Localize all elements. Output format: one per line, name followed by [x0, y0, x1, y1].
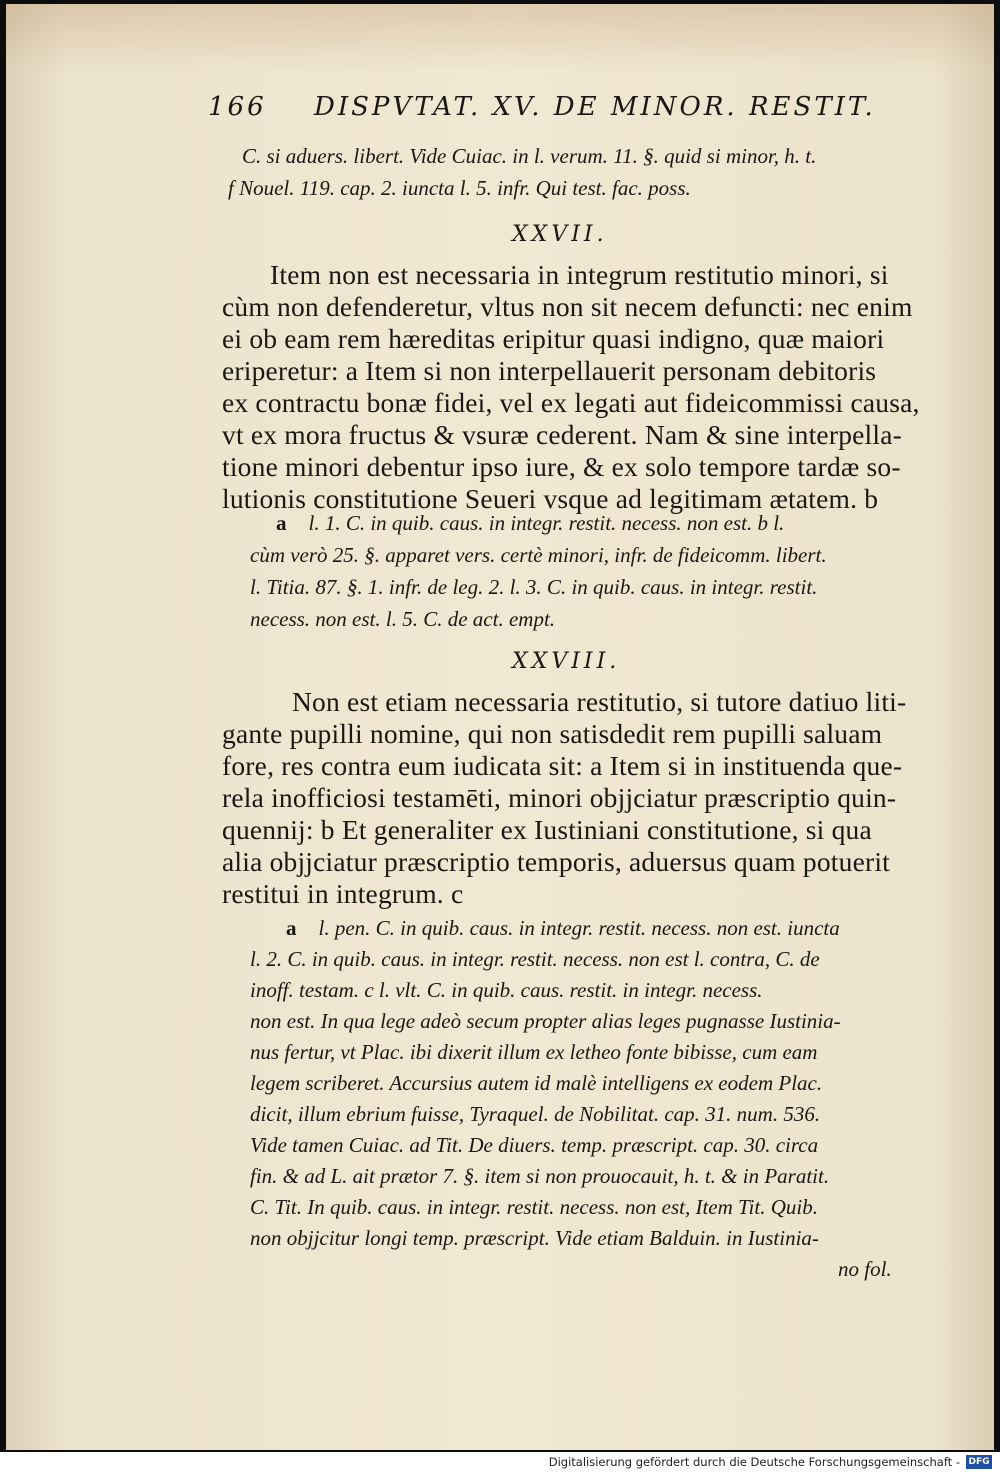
footnote-line: cùm verò 25. §. apparet vers. certè minori, infr. de fideicomm. libert.: [250, 543, 827, 567]
body-line: rela inofficiosi testamēti, minori objjciatur præscriptio quin-: [222, 782, 897, 813]
footnote-marker: a: [286, 916, 297, 940]
body-line: gante pupilli nomine, qui non satisdedit rem pupilli saluam: [222, 718, 883, 749]
book-page: [6, 4, 994, 1450]
body-line: fore, res contra eum iudicata sit: a Item si in instituenda que-: [222, 750, 903, 781]
dfg-logo[interactable]: DFG: [966, 1455, 992, 1469]
page-number: 166: [208, 92, 267, 122]
section-heading: XXVII.: [512, 222, 608, 247]
footnote-line: dicit, illum ebrium fuisse, Tyraquel. de Nobilitat. cap. 31. num. 536.: [250, 1102, 821, 1126]
body-line: quennij: b Et generaliter ex Iustiniani constitutione, si qua: [222, 814, 872, 845]
footnote-line: [286, 916, 840, 941]
footnote-line: [276, 511, 784, 536]
footnote-line: Vide tamen Cuiac. ad Tit. De diuers. temp. præscript. cap. 30. circa: [250, 1133, 819, 1157]
body-line: ei ob eam rem hæreditas eripitur quasi indigno, quæ maiori: [222, 323, 885, 354]
body-line: vt ex mora fructus & vsuræ cederent. Nam & sine interpella-: [222, 419, 902, 450]
footnote-line: no fol.: [838, 1257, 892, 1281]
body-line: Item non est necessaria in integrum restitutio minori, si: [270, 259, 889, 290]
top-note-line: f Nouel. 119. cap. 2. iuncta l. 5. infr. Qui test. fac. poss.: [228, 176, 691, 200]
footnote-line: non objjcitur longi temp. præscript. Vide etiam Balduin. in Iustinia-: [250, 1226, 819, 1250]
section-heading: XXVIII.: [512, 649, 621, 674]
body-line: alia objjciatur præscriptio temporis, aduersus quam potuerit: [222, 846, 891, 877]
digitization-credit: Digitalisierung gefördert durch die Deutsche Forschungsgemeinschaft -: [548, 1455, 960, 1469]
footnote-line: nus fertur, vt Plac. ibi dixerit illum ex letheo fonte bibisse, cum eam: [250, 1040, 818, 1064]
footnote-line: l. Titia. 87. §. 1. infr. de leg. 2. l. 3. C. in quib. caus. in integr. restit.: [250, 575, 818, 599]
body-line: restitui in integrum. c: [222, 878, 464, 909]
footnote-marker: a: [276, 511, 287, 535]
body-line: ex contractu bonæ fidei, vel ex legati aut fideicommissi causa,: [222, 387, 920, 418]
body-line: lutionis constitutione Seueri vsque ad legitimam ætatem. b: [222, 483, 879, 514]
body-line: cùm non defenderetur, vltus non sit necem defuncti: nec enim: [222, 291, 913, 322]
body-line: eriperetur: a Item si non interpellauerit personam debitoris: [222, 355, 877, 386]
footnote-line: necess. non est. l. 5. C. de act. empt.: [250, 607, 556, 631]
footnote-line: C. Tit. In quib. caus. in integr. restit. necess. non est, Item Tit. Quib.: [250, 1195, 818, 1219]
top-note-line: C. si aduers. libert. Vide Cuiac. in l. verum. 11. §. quid si minor, h. t.: [242, 144, 817, 168]
running-head: DISPVTAT. XV. DE MINOR. RESTIT.: [314, 92, 876, 122]
footnote-line: fin. & ad L. ait prætor 7. §. item si non prouocauit, h. t. & in Paratit.: [250, 1164, 830, 1188]
footnote-text: l. 1. C. in quib. caus. in integr. restit. necess. non est. b l.: [308, 511, 785, 535]
body-line: tione minori debentur ipso iure, & ex solo tempore tardæ so-: [222, 451, 901, 482]
footnote-line: inoff. testam. c l. vlt. C. in quib. caus. restit. in integr. necess.: [250, 978, 763, 1002]
footnote-line: l. 2. C. in quib. caus. in integr. restit. necess. non est l. contra, C. de: [250, 947, 820, 971]
body-line: Non est etiam necessaria restitutio, si tutore datiuo liti-: [292, 686, 907, 717]
footnote-line: non est. In qua lege adeò secum propter alias leges pugnasse Iustinia-: [250, 1009, 841, 1033]
footnote-line: legem scriberet. Accursius autem id malè intelligens ex eodem Plac.: [250, 1071, 823, 1095]
footnote-text: l. pen. C. in quib. caus. in integr. restit. necess. non est. iuncta: [318, 916, 840, 940]
